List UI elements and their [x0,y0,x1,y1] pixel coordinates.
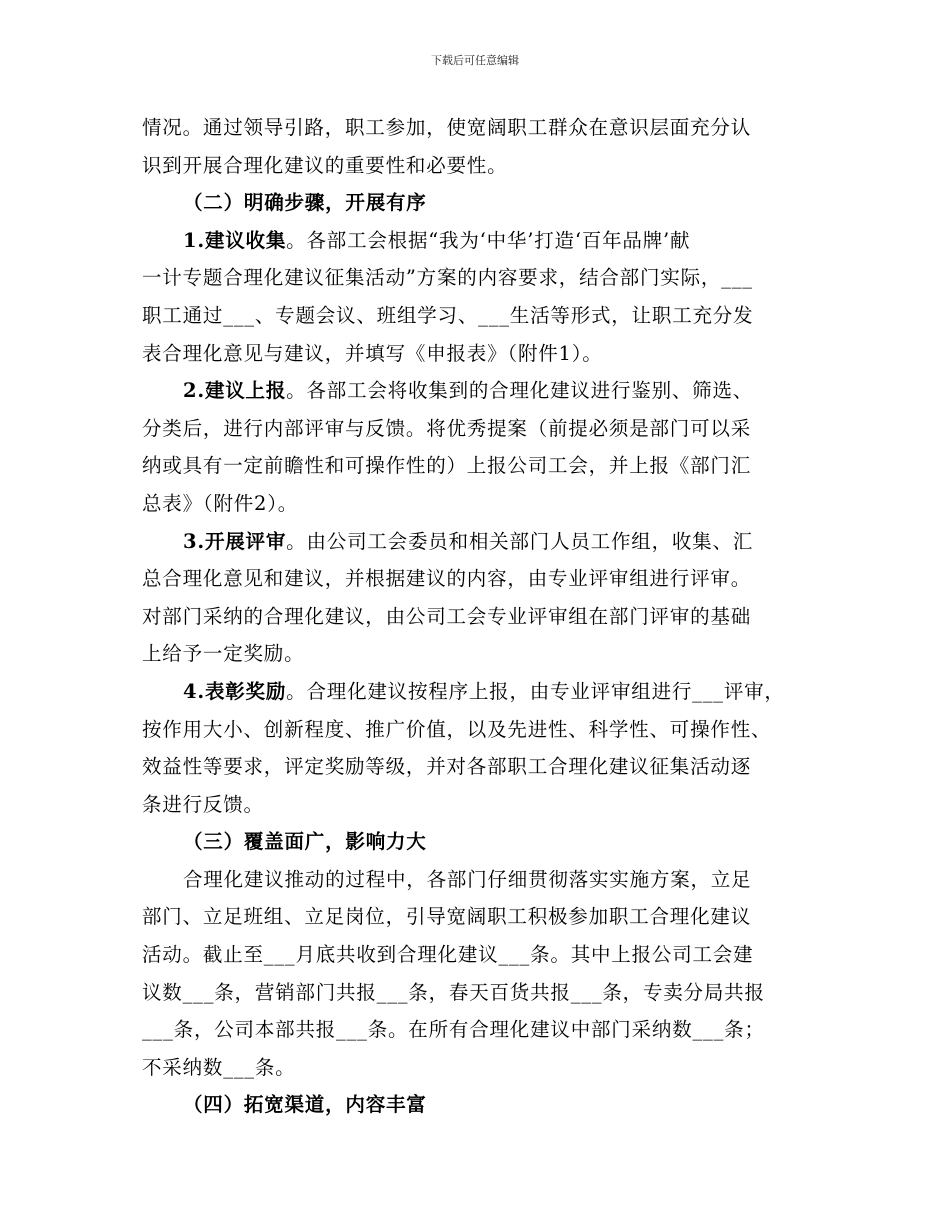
section-heading: （二）明确步骤，开展有序 [183,191,427,215]
paragraph-line: 对部门采纳的合理化建议，由公司工会专业评审组在部门评审的基础 [142,604,752,628]
step-term: 2.建议上报 [183,379,287,403]
section-heading: （三）覆盖面广，影响力大 [183,830,427,854]
paragraph-line: 分类后，进行内部评审与反馈。将优秀提案（前提必须是部门可以采 [142,416,752,440]
step-term: 3.开展评审 [183,529,287,553]
document-body [142,109,812,1124]
paragraph-line: 识到开展合理化建议的重要性和必要性。 [142,153,508,177]
paragraph-line: 按作用大小、创新程度、推广价值，以及先进性、科学性、可操作性、 [142,717,772,741]
paragraph-line: 合理化建议推动的过程中，各部门仔细贯彻落实实施方案，立足 [183,867,752,891]
step-term: 4.表彰奖励 [183,679,287,703]
step-paragraph-start [142,523,812,561]
paragraph-line: 条进行反馈。 [142,792,264,816]
step-text: 。各部工会根据“我为‘中华’打造‘百年品牌’献 [286,228,691,252]
paragraph-line: 总合理化意见和建议，并根据建议的内容，由专业评审组进行评审。 [142,567,752,591]
paragraph-line: 议数___条，营销部门共报___条，春天百货共报___条，专卖分局共报 [142,980,765,1004]
paragraph-line: 一计专题合理化建议征集活动”方案的内容要求，结合部门实际，___ [142,266,753,290]
paragraph-line: 纳或具有一定前瞻性和可操作性的）上报公司工会，并上报《部门汇 [142,454,752,478]
step-term: 1.建议收集 [183,228,287,252]
step-text: 。合理化建议按程序上报，由专业评审组进行___评审， [286,679,785,703]
step-paragraph-start [142,673,812,711]
paragraph-line: 部门、立足班组、立足岗位，引导宽阔职工积极参加职工合理化建议 [142,905,752,929]
paragraph-line: 上给予一定奖励。 [142,642,305,666]
step-text: 。由公司工会委员和相关部门人员工作组，收集、汇 [286,529,754,553]
paragraph-line: 不采纳数___条。 [142,1055,296,1079]
step-paragraph-start [142,222,812,260]
paragraph-line: 总表》（附件2）。 [142,491,299,515]
section-heading: （四）拓宽渠道，内容丰富 [183,1093,427,1117]
paragraph-line: 活动。截止至___月底共收到合理化建议___条。其中上报公司工会建 [142,943,754,967]
paragraph-line: 职工通过___、专题会议、班组学习、___生活等形式，让职工充分发 [142,303,754,327]
page-header: 下载后可任意编辑 [431,54,519,67]
paragraph-line: ___条，公司本部共报___条。在所有合理化建议中部门采纳数___条； [142,1018,765,1042]
paragraph-line: 表合理化意见与建议，并填写《申报表》（附件1）。 [142,341,603,365]
paragraph-line: 效益性等要求，评定奖励等级，并对各部职工合理化建议征集活动逐 [142,755,752,779]
step-paragraph-start [142,372,812,410]
paragraph-line: 情况。通过领导引路，职工参加，使宽阔职工群众在意识层面充分认 [142,116,752,139]
step-text: 。各部工会将收集到的合理化建议进行鉴别、筛选、 [286,379,754,403]
